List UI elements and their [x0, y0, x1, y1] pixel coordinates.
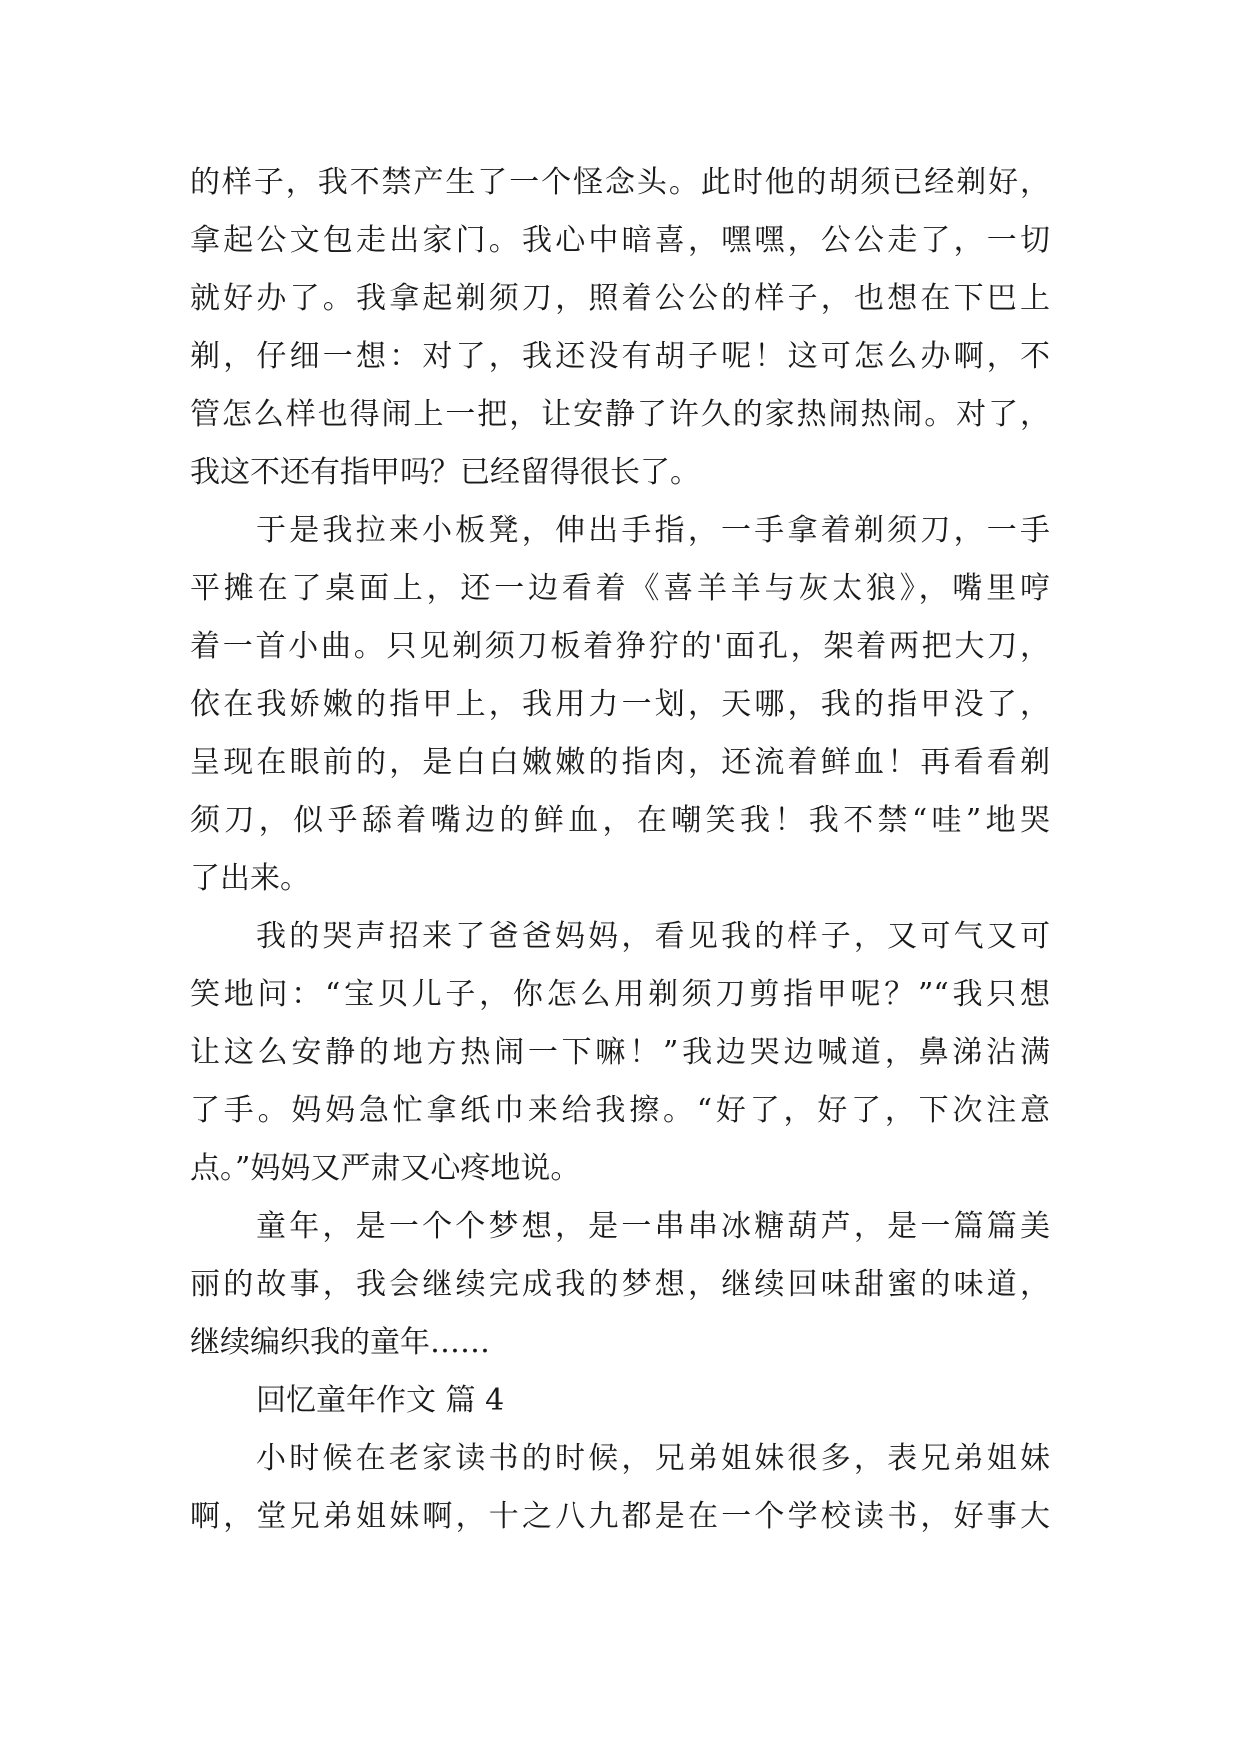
text-line: 了手。妈妈急忙拿纸巾来给我擦。“好了，好了，下次注意 — [190, 1093, 1050, 1128]
text-line: 剃，仔细一想：对了，我还没有胡子呢！这可怎么办啊，不 — [190, 339, 1050, 374]
text-line: 平摊在了桌面上，还一边看着《喜羊羊与灰太狼》，嘴里哼 — [190, 571, 1050, 606]
text-line: 管怎么样也得闹上一把，让安静了许久的家热闹热闹。对了， — [190, 397, 1050, 432]
text-line: 就好办了。我拿起剃须刀，照着公公的样子，也想在下巴上 — [190, 281, 1050, 316]
text-line: 童年，是一个个梦想，是一串串冰糖葫芦，是一篇篇美 — [256, 1209, 1050, 1244]
text-line: 继续编织我的童年…… — [190, 1325, 490, 1360]
text-line: 点。”妈妈又严肃又心疼地说。 — [190, 1151, 581, 1186]
text-line: 回忆童年作文 篇 4 — [256, 1383, 505, 1418]
text-line: 啊，堂兄弟姐妹啊，十之八九都是在一个学校读书，好事大 — [190, 1499, 1050, 1534]
text-line: 小时候在老家读书的时候，兄弟姐妹很多，表兄弟姐妹 — [256, 1441, 1050, 1476]
text-line: 拿起公文包走出家门。我心中暗喜，嘿嘿，公公走了，一切 — [190, 223, 1050, 258]
text-line: 笑地问：“宝贝儿子，你怎么用剃须刀剪指甲呢？”“我只想 — [190, 977, 1050, 1012]
text-line: 我的哭声招来了爸爸妈妈，看见我的样子，又可气又可 — [256, 919, 1050, 954]
text-line: 让这么安静的地方热闹一下嘛！”我边哭边喊道，鼻涕沾满 — [190, 1035, 1050, 1070]
text-line: 的样子，我不禁产生了一个怪念头。此时他的胡须已经剃好， — [190, 165, 1050, 200]
text-line: 须刀，似乎舔着嘴边的鲜血，在嘲笑我！我不禁“哇”地哭 — [190, 803, 1050, 838]
text-line: 丽的故事，我会继续完成我的梦想，继续回味甜蜜的味道， — [190, 1267, 1050, 1302]
text-line: 了出来。 — [190, 861, 310, 896]
text-line: 我这不还有指甲吗？已经留得很长了。 — [190, 455, 700, 490]
text-line: 呈现在眼前的，是白白嫩嫩的指肉，还流着鲜血！再看看剃 — [190, 745, 1050, 780]
text-line: 依在我娇嫩的指甲上，我用力一划，天哪，我的指甲没了， — [190, 687, 1050, 722]
body-text — [190, 154, 1050, 1546]
text-line: 着一首小曲。只见剃须刀板着狰狞的'面孔，架着两把大刀， — [190, 629, 1050, 664]
text-line: 于是我拉来小板凳，伸出手指，一手拿着剃须刀，一手 — [256, 513, 1050, 548]
